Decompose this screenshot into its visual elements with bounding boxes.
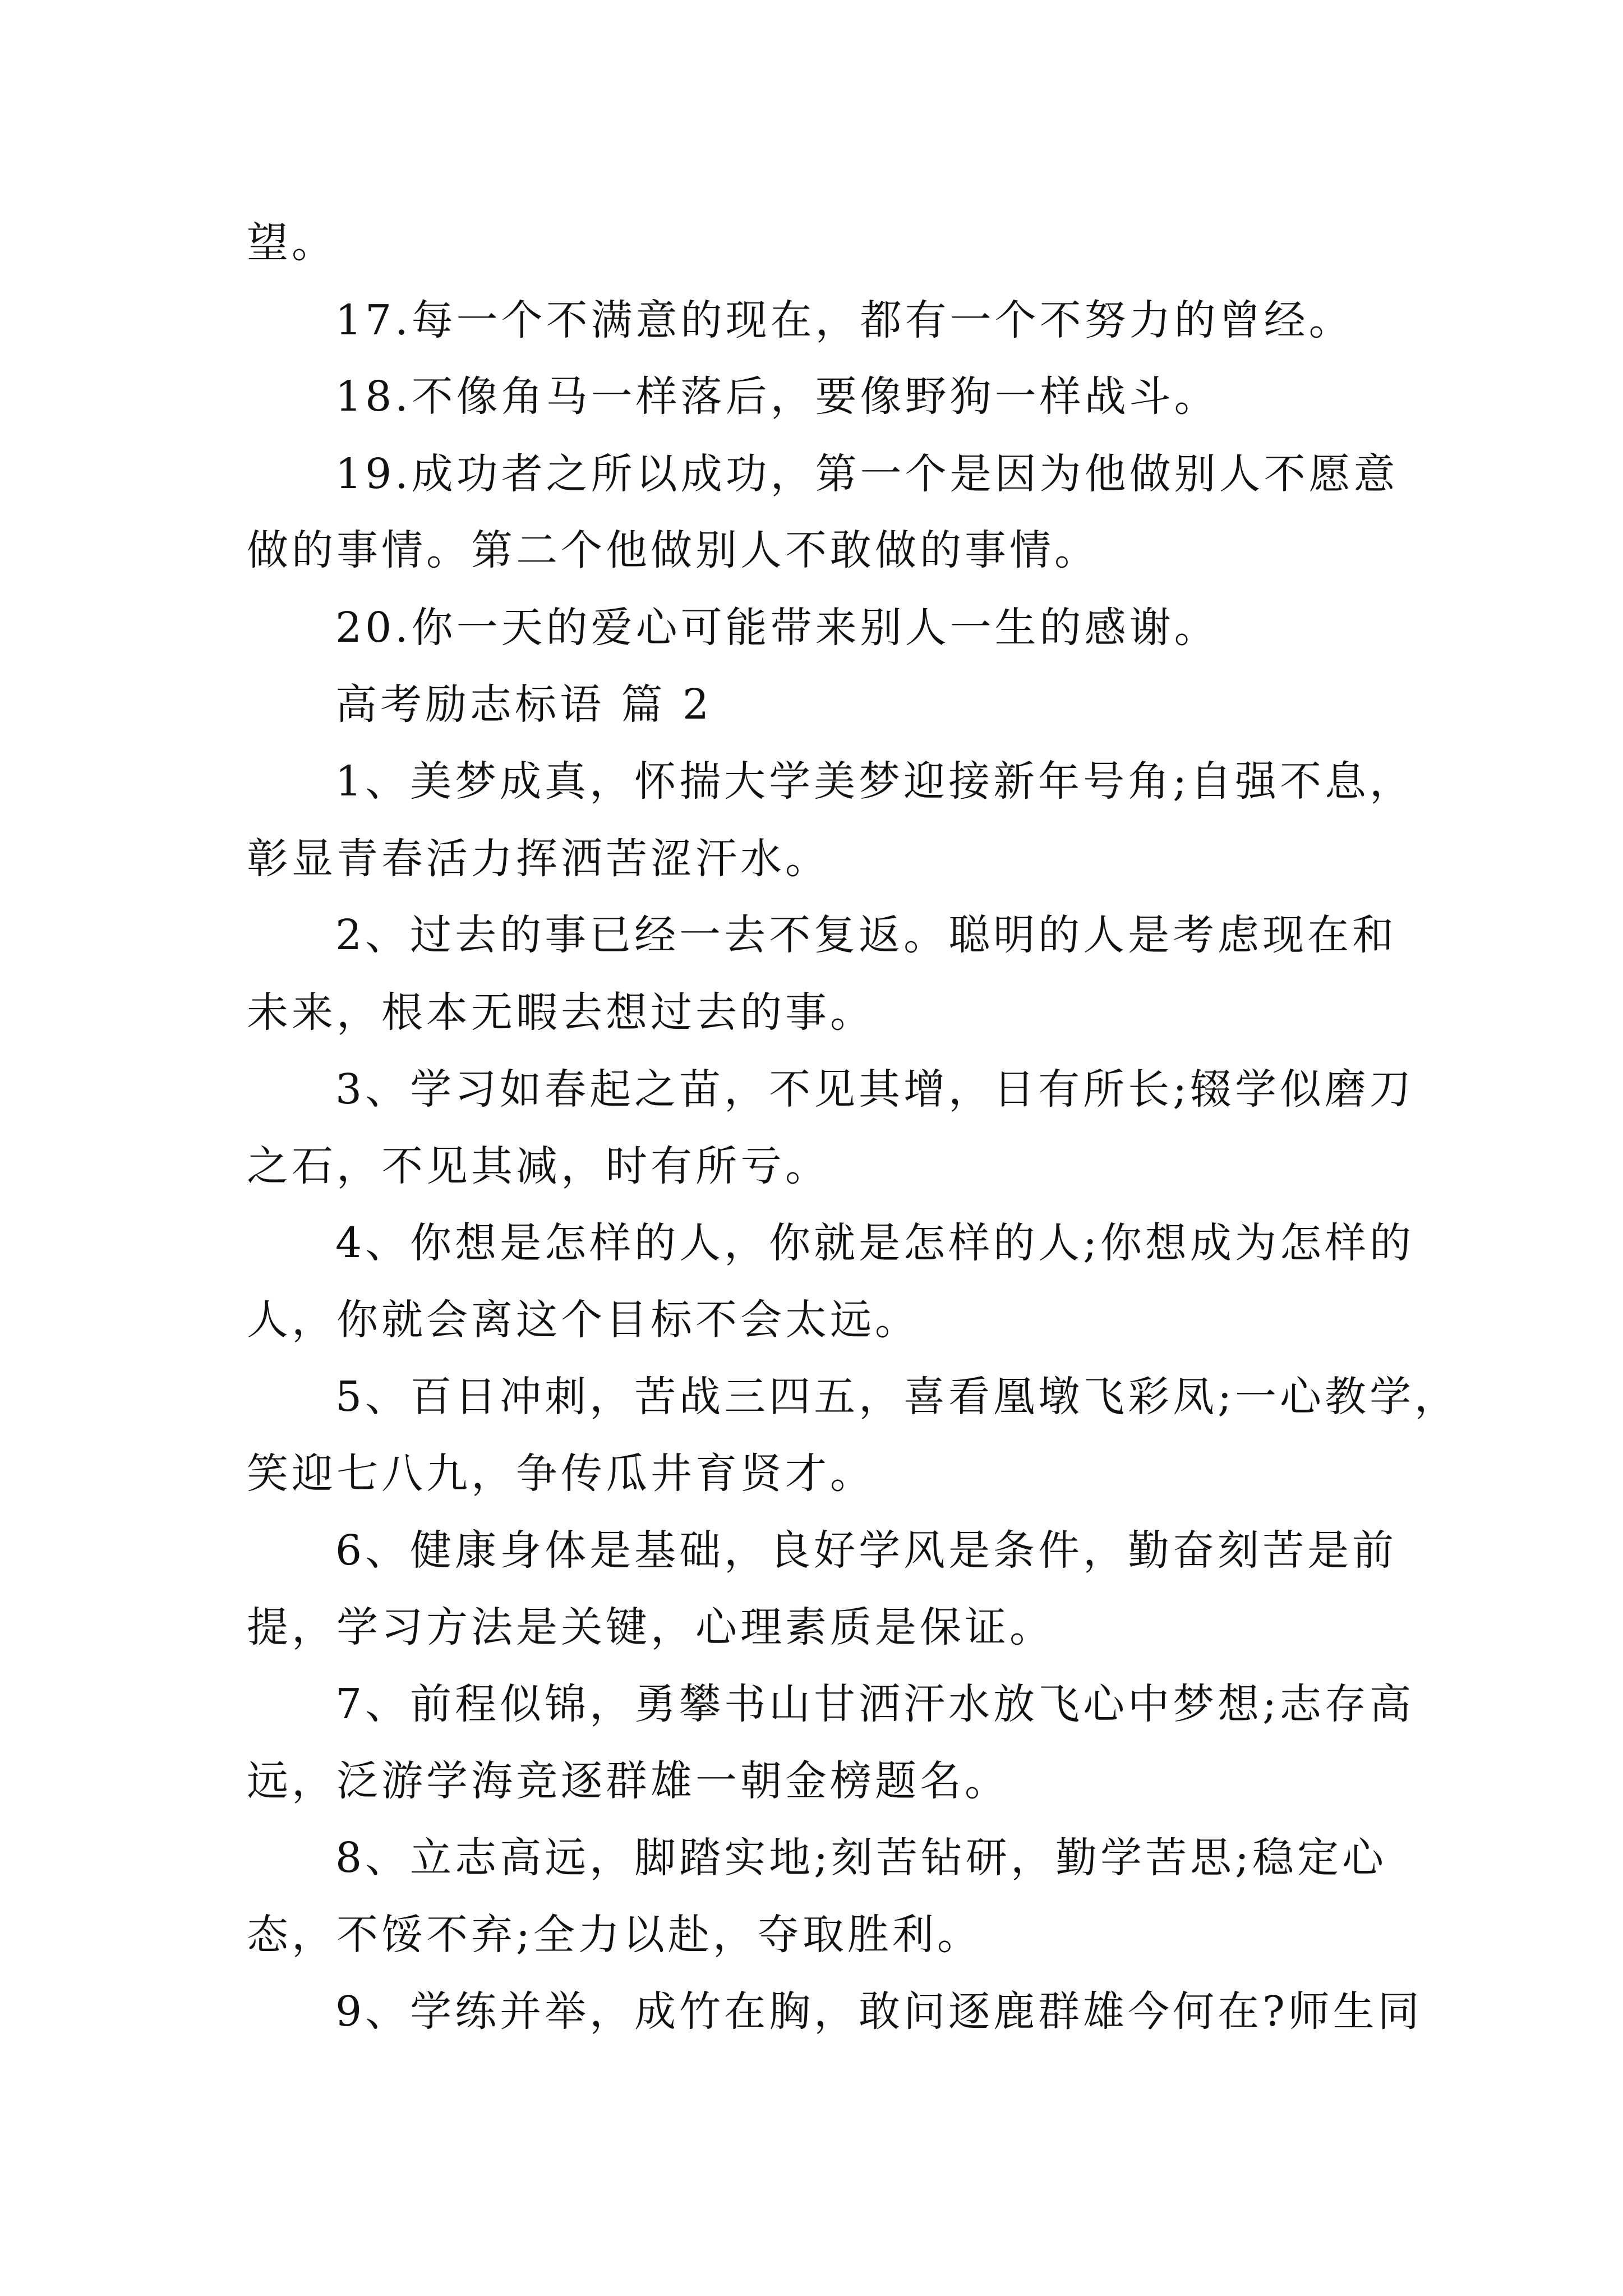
text-line-item-3-cont: 之石，不见其减，时有所亏。	[247, 1142, 830, 1190]
text-line-item-7: 7、前程似锦，勇攀书山甘洒汗水放飞心中梦想;志存高	[335, 1680, 1415, 1728]
text-line-item-6-cont: 提，学习方法是关键，心理素质是保证。	[247, 1603, 1054, 1651]
text-line-item-2-cont: 未来，根本无暇去想过去的事。	[247, 988, 875, 1037]
text-line-item-19: 19.成功者之所以成功，第一个是因为他做别人不愿意	[335, 450, 1399, 498]
text-line-item-19-cont: 做的事情。第二个他做别人不敢做的事情。	[247, 526, 1099, 574]
text-line-item-8-cont: 态，不馁不弃;全力以赴，夺取胜利。	[247, 1911, 982, 1959]
text-line-item-3: 3、学习如春起之苗，不见其增，日有所长;辍学似磨刀	[335, 1065, 1415, 1114]
text-line-item-6: 6、健康身体是基础，良好学风是条件，勤奋刻苦是前	[335, 1526, 1398, 1575]
text-line-item-8: 8、立志高远，脚踏实地;刻苦钻研，勤学苦思;稳定心	[335, 1834, 1387, 1882]
text-line-item-1-cont: 彰显青春活力挥洒苦涩汗水。	[247, 835, 830, 883]
text-line-item-4-cont: 人，你就会离这个目标不会太远。	[247, 1296, 920, 1344]
text-line-item-20: 20.你一天的爱心可能带来别人一生的感谢。	[335, 604, 1219, 652]
text-line-continuation: 望。	[247, 219, 336, 267]
text-line-item-18: 18.不像角马一样落后，要像野狗一样战斗。	[335, 372, 1219, 421]
text-line-item-4: 4、你想是怎样的人，你就是怎样的人;你想成为怎样的	[335, 1219, 1415, 1267]
text-line-item-5-cont: 笑迎七八九，争传瓜井育贤才。	[247, 1450, 875, 1498]
text-line-item-9: 9、学练并举，成竹在胸，敢问逐鹿群雄今何在?师生同	[335, 1987, 1423, 2036]
text-line-item-2: 2、过去的事已经一去不复返。聪明的人是考虑现在和	[335, 911, 1398, 959]
text-line-item-7-cont: 远，泛游学海竞逐群雄一朝金榜题名。	[247, 1757, 1009, 1805]
text-line-item-5: 5、百日冲刺，苦战三四五，喜看凰墩飞彩凤;一心教学，	[335, 1373, 1460, 1421]
section-heading: 高考励志标语 篇 2	[335, 680, 713, 729]
text-line-item-17: 17.每一个不满意的现在，都有一个不努力的曾经。	[335, 296, 1354, 344]
text-line-item-1: 1、美梦成真，怀揣大学美梦迎接新年号角;自强不息，	[335, 757, 1415, 806]
